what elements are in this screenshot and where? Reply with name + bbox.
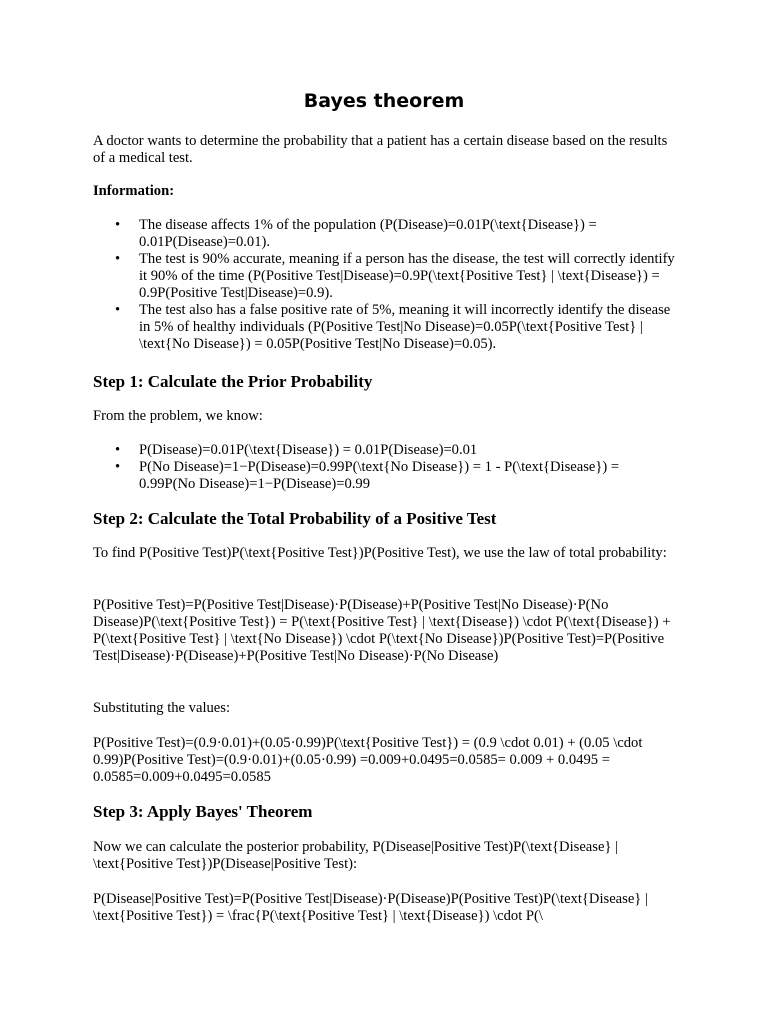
step2-heading: Step 2: Calculate the Total Probability of a Positive Test — [93, 509, 497, 528]
bullet-icon: • — [115, 251, 121, 267]
bullet-icon: • — [115, 459, 121, 475]
list-item: • The test also has a false positive rate of 5%, meaning it will incorrectly identify the disease in 5% of healthy individuals (P(Positive Test|No Disease)=0.05P(\text{Positive Test} | \text{No Disease}) = 0.05P(Positive Test|No Disease)=0.05). — [115, 302, 671, 352]
bullet-icon: • — [115, 217, 121, 233]
bullet-icon: • — [115, 302, 121, 318]
step1-list — [93, 442, 675, 493]
step1-intro: From the problem, we know: — [93, 408, 263, 424]
substitution-formula: P(Positive Test)=(0.9·0.01)+(0.05·0.99)P(\text{Positive Test}) = (0.9 \cdot 0.01) + (0.05 \cdot 0.99)P(Positive Test)=(0.9·0.01)+(0.05·0.99) =0.009+0.0495=0.0585= 0.009 + 0.0495 = 0.0585=0.009+0.0495=0.0585 — [93, 735, 643, 785]
information-heading: Information: — [93, 183, 175, 199]
step3-intro: Now we can calculate the posterior probability, P(Disease|Positive Test)P(\text{Disease} | \text{Positive Test})P(Disease|Positive Test): — [93, 839, 619, 872]
page-title: Bayes theorem — [303, 90, 465, 112]
list-item: • The test is 90% accurate, meaning if a person has the disease, the test will correctly identify it 90% of the time (P(Positive Test|Disease)=0.9P(\text{Positive Test} | \text{Disease}) = 0.9P(Positive Test|Disease)=0.9). — [115, 251, 675, 301]
intro-paragraph: A doctor wants to determine the probability that a patient has a certain disease based on the results of a medical test. — [93, 133, 668, 166]
bullet-icon: • — [115, 442, 121, 458]
list-item: • P(Disease)=0.01P(\text{Disease}) = 0.01P(Disease)=0.01 — [115, 442, 478, 458]
step2-intro: To find P(Positive Test)P(\text{Positive Test})P(Positive Test), we use the law of total probability: — [93, 545, 667, 561]
list-item: • P(No Disease)=1−P(Disease)=0.99P(\text{No Disease}) = 1 - P(\text{Disease}) = 0.99P(No Disease)=1−P(Disease)=0.99 — [115, 459, 620, 492]
information-list — [93, 217, 675, 353]
step1-heading: Step 1: Calculate the Prior Probability — [93, 372, 373, 391]
substituting-label: Substituting the values: — [93, 700, 231, 716]
list-item: • The disease affects 1% of the population (P(Disease)=0.01P(\text{Disease}) = 0.01P(Disease)=0.01). — [115, 217, 597, 250]
total-probability-formula: P(Positive Test)=P(Positive Test|Disease)·P(Disease)+P(Positive Test|No Disease)·P(No Disease)P(\text{Positive Test}) = P(\text{Positive Test} | \text{Disease}) \cdot P(\text{Disease}) + P(\text{Positive Test} | \text{No Disease}) \cdot P(\text{No Disease})P(Positive Test)=P(Positive Test|Disease)·P(Disease)+P(Positive Test|No Disease)·P(No Disease) — [93, 597, 671, 664]
step3-heading: Step 3: Apply Bayes' Theorem — [93, 802, 313, 821]
bayes-formula: P(Disease|Positive Test)=P(Positive Test|Disease)·P(Disease)P(Positive Test)P(\text{Disease} | \text{Positive Test}) = \frac{P(\text{Positive Test} | \text{Disease}) \cdot P(\ — [93, 891, 648, 924]
